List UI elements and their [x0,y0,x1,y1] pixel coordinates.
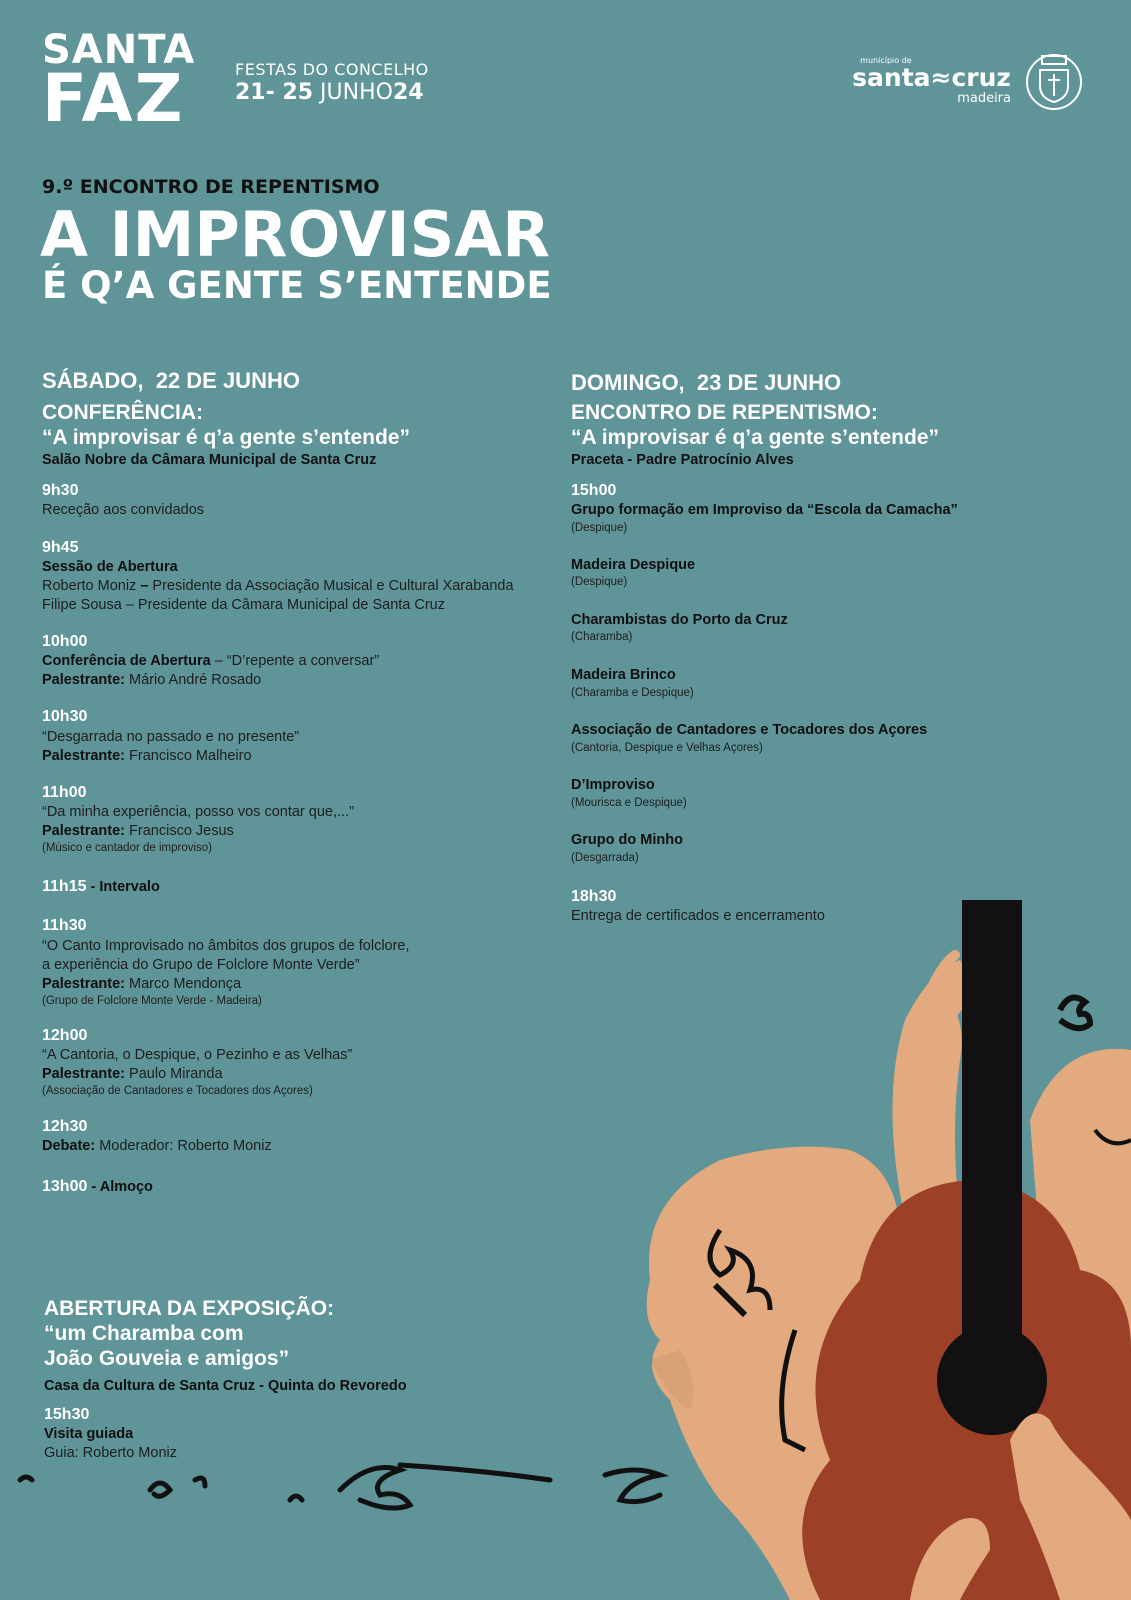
item-time: 9h45 [42,538,79,556]
item-time: 11h15 [42,878,87,896]
festas-month: JUNHO [320,80,393,105]
festas-title: FESTAS DO CONCELHO [235,60,429,79]
item-title: Conferência de Abertura [42,653,211,670]
person-role: Presidente da Associação Musical e Cultural Xarabanda [152,577,514,594]
item-text: Entrega de certificados e encerramento [571,908,825,925]
item-title: Visita guiada [44,1425,134,1442]
schedule-item [571,480,1091,535]
schedule-item [42,631,562,690]
schedule-item [42,537,562,615]
item-title: Sessão de Abertura [42,558,178,575]
municipality-region: madeira [957,91,1011,107]
item-line: Filipe Sousa – Presidente da Câmara Municipal de Santa Cruz [42,596,445,613]
day-name: SÁBADO, [42,368,144,393]
speaker-label: Palestrante: [42,1066,126,1083]
speaker-name: Mário André Rosado [125,672,262,689]
exhibition-venue: Casa da Cultura de Santa Cruz - Quinta do Revoredo [44,1377,407,1394]
debate-label: Debate: [42,1137,96,1154]
item-time: 9h30 [42,482,79,500]
encounter-heading: ENCONTRO DE REPENTISMO: [571,401,878,424]
group-name: Madeira Despique [571,556,696,573]
group-item [571,666,1091,701]
municipality-small: município de [860,56,912,65]
speaker-note: (Associação de Cantadores e Tocadores dos Açores) [42,1085,313,1098]
item-time: 11h30 [42,917,87,935]
item-text: a experiência do Grupo de Folclore Monte Verde” [42,956,360,973]
municipality-name: santa≈cruz [852,63,1011,92]
group-name: D’Improviso [571,777,655,794]
item-time: 15h00 [571,482,617,500]
item-text: “Da minha experiência, posso vos contar que,...” [42,803,354,820]
brand-line2: FAZ [42,60,185,137]
ear-mark [1060,998,1090,1029]
day-date: 22 DE JUNHO [155,368,300,393]
item-time: 12h00 [42,1027,88,1045]
schedule-item [42,782,562,857]
encounter-quote: “A improvisar é q’a gente s’entende” [571,426,939,450]
group-style: (Charamba e Despique) [571,686,694,699]
brand-line1: SANTA [42,27,196,73]
group-style: (Charamba) [571,631,633,644]
group-name: Madeira Brinco [571,666,676,683]
group-item [571,776,1091,811]
group-name: Associação de Cantadores e Tocadores dos Açores [571,722,928,739]
day-date: 23 DE JUNHO [696,370,842,395]
speaker-label: Palestrante: [42,823,126,840]
speaker-note: (Músico e cantador de improviso) [42,842,213,855]
item-line [42,577,562,596]
encounter-venue: Praceta - Padre Patrocínio Alves [571,452,794,469]
group-style: (Despique) [571,576,628,589]
conference-heading: CONFERÊNCIA: [42,401,203,424]
speaker-name: Francisco Jesus [125,823,234,840]
group-style: (Desgarrada) [571,851,639,864]
schedule-item [42,706,562,765]
item-text: - Almoço [87,1178,153,1195]
crest-icon [1022,48,1086,112]
group-item [571,721,1091,756]
group-style: (Mourisca e Despique) [571,796,687,809]
group-name: Grupo formação em Improviso da “Escola da Camacha” [571,502,958,519]
event-title-line1: A IMPROVISAR [40,198,550,271]
festas-days: 21- 25 [235,80,314,105]
saturday-day [42,368,562,394]
speaker-name: Marco Mendonça [125,975,242,992]
schedule-item [42,480,562,520]
group-style: (Despique) [571,521,628,534]
item-text: “Desgarrada no passado e no presente” [42,728,300,745]
day-name: DOMINGO, [571,370,685,395]
festas-block [235,60,429,105]
schedule-item [42,876,562,897]
item-time: 18h30 [571,888,617,906]
item-text: “A Cantoria, o Despique, o Pezinho e as Velhas” [42,1047,353,1064]
sunday-day [571,370,1091,396]
group-item [571,556,1091,591]
speaker-label: Palestrante: [42,747,126,764]
exhibition-quote-line2: João Gouveia e amigos” [44,1347,290,1371]
guide-text: Guia: Roberto Moniz [44,1444,177,1461]
group-style: (Cantoria, Despique e Velhas Açores) [571,741,763,754]
exhibition-heading: ABERTURA DA EXPOSIÇÃO: [44,1297,335,1320]
municipality-logo [852,56,1011,106]
guitar-neck [962,900,1022,1360]
conference-quote: “A improvisar é q’a gente s’entende” [42,426,410,450]
festas-year: 24 [392,80,424,105]
speaker-label: Palestrante: [42,975,126,992]
sunday-column [571,370,1091,926]
group-item [571,611,1091,646]
speaker-name: Paulo Miranda [125,1066,223,1083]
item-title-rest: – “D’repente a conversar” [210,653,380,670]
group-name: Grupo do Minho [571,832,683,849]
debate-text: Moderador: Roberto Moniz [95,1137,272,1154]
item-time: 10h00 [42,633,88,651]
santa-faz-logo [42,27,196,137]
separator: – [136,577,153,594]
item-time: 12h30 [42,1117,88,1135]
musicians-illustration [0,900,1131,1600]
group-name: Charambistas do Porto da Cruz [571,611,788,628]
group-item [571,831,1091,866]
item-time: 13h00 [42,1177,88,1195]
item-time: 10h30 [42,708,88,726]
item-text: Receção aos convidados [42,502,205,519]
speaker-note: (Grupo de Folclore Monte Verde - Madeira) [42,994,262,1007]
item-time: 15h30 [44,1405,90,1423]
speaker-label: Palestrante: [42,672,126,689]
event-title-line2: É Q’A GENTE S’ENTENDE [42,264,552,307]
conference-venue: Salão Nobre da Câmara Municipal de Santa Cruz [42,452,377,469]
event-subtitle: 9.º ENCONTRO DE REPENTISMO [42,176,380,198]
squiggle-marks [20,1465,660,1508]
person-name: Roberto Moniz [42,577,137,594]
item-text: “O Canto Improvisado no âmbitos dos grupos de folclore, [42,937,410,954]
speaker-name: Francisco Malheiro [125,747,252,764]
item-text: - Intervalo [86,879,160,896]
exhibition-quote-line1: “um Charamba com [44,1322,244,1346]
festas-dates [235,80,429,105]
item-time: 11h00 [42,783,87,801]
